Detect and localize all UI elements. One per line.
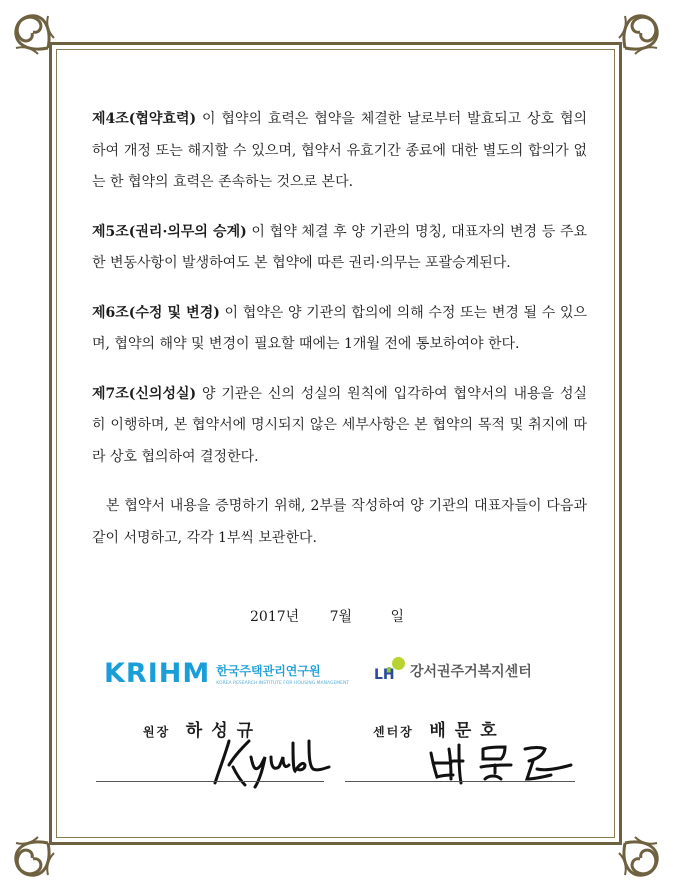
article-text: 이 협약 체결 후 양 기관의 명칭, 대표자의 변경 등 주요한 변동사항이 발생하여도 본 협약에 따른 권리·의무는 포괄승계된다. (92, 223, 588, 271)
signer-title: 원장 (143, 725, 171, 739)
signer-name: 하성규 (185, 721, 263, 741)
date-month: 7월 (329, 609, 353, 625)
signature-line-left (96, 781, 324, 782)
date-day: 일 (390, 609, 405, 625)
corner-ornament-icon (593, 811, 665, 883)
lh-mark-icon (372, 655, 408, 687)
krihm-org-name: 한국주택관리연구원 (216, 663, 321, 678)
lh-logo-word: LH (374, 667, 395, 683)
lh-logo (372, 655, 532, 687)
article-title: 제7조(신의성실) (92, 385, 197, 402)
corner-ornament-icon (593, 8, 665, 80)
agreement-body (92, 104, 587, 568)
article-text: 이 협약의 효력은 협약을 체결한 날로부터 발효되고 상호 협의하여 개정 또는 해지할 수 있으며, 협약서 유효기간 종료에 대한 별도의 합의가 없는 한 협약의 효력은 존속하는 것으로 본다. (92, 111, 587, 190)
date-year: 2017년 (250, 609, 300, 625)
article-title: 제4조(협약효력) (92, 111, 197, 127)
article-7 (92, 379, 587, 474)
signature-line-right (345, 781, 575, 782)
article-text: 이 협약은 양 기관의 합의에 의해 수정 또는 변경 될 수 있으며, 협약의 해약 및 변경이 필요할 때에는 1개월 전에 통보하여야 한다. (92, 304, 588, 352)
article-text: 양 기관은 신의 성실의 원칙에 입각하여 협약서의 내용을 성실히 이행하며, 본 협약서에 명시되지 않은 세부사항은 본 협약의 목적 및 취지에 따라 상호 협의하여 결정한다. (92, 385, 587, 465)
article-5 (92, 217, 587, 280)
article-4 (92, 104, 587, 199)
krihm-org-name-en: KOREA RESEARCH INSTITUTE FOR HOUSING MANAGEMENT (216, 680, 350, 686)
lh-org-name: 강서권주거복지센터 (410, 664, 532, 680)
corner-ornament-icon (8, 811, 80, 883)
krihm-logo-word: KRIHM (104, 658, 211, 689)
signer-title: 센터장 (373, 725, 414, 739)
closing-statement: 본 협약서 내용을 증명하기 위해, 2부를 작성하여 양 기관의 대표자들이 다음과 같이 서명하고, 각각 1부씩 보관한다. (92, 498, 587, 546)
corner-ornament-icon (8, 8, 80, 80)
signing-date (250, 606, 430, 626)
article-6 (92, 298, 587, 361)
article-title: 제5조(권리·의무의 승계) (92, 223, 247, 240)
article-title: 제6조(수정 및 변경) (92, 304, 220, 321)
krihm-logo (104, 658, 349, 689)
signer-name: 배문호 (429, 721, 506, 741)
